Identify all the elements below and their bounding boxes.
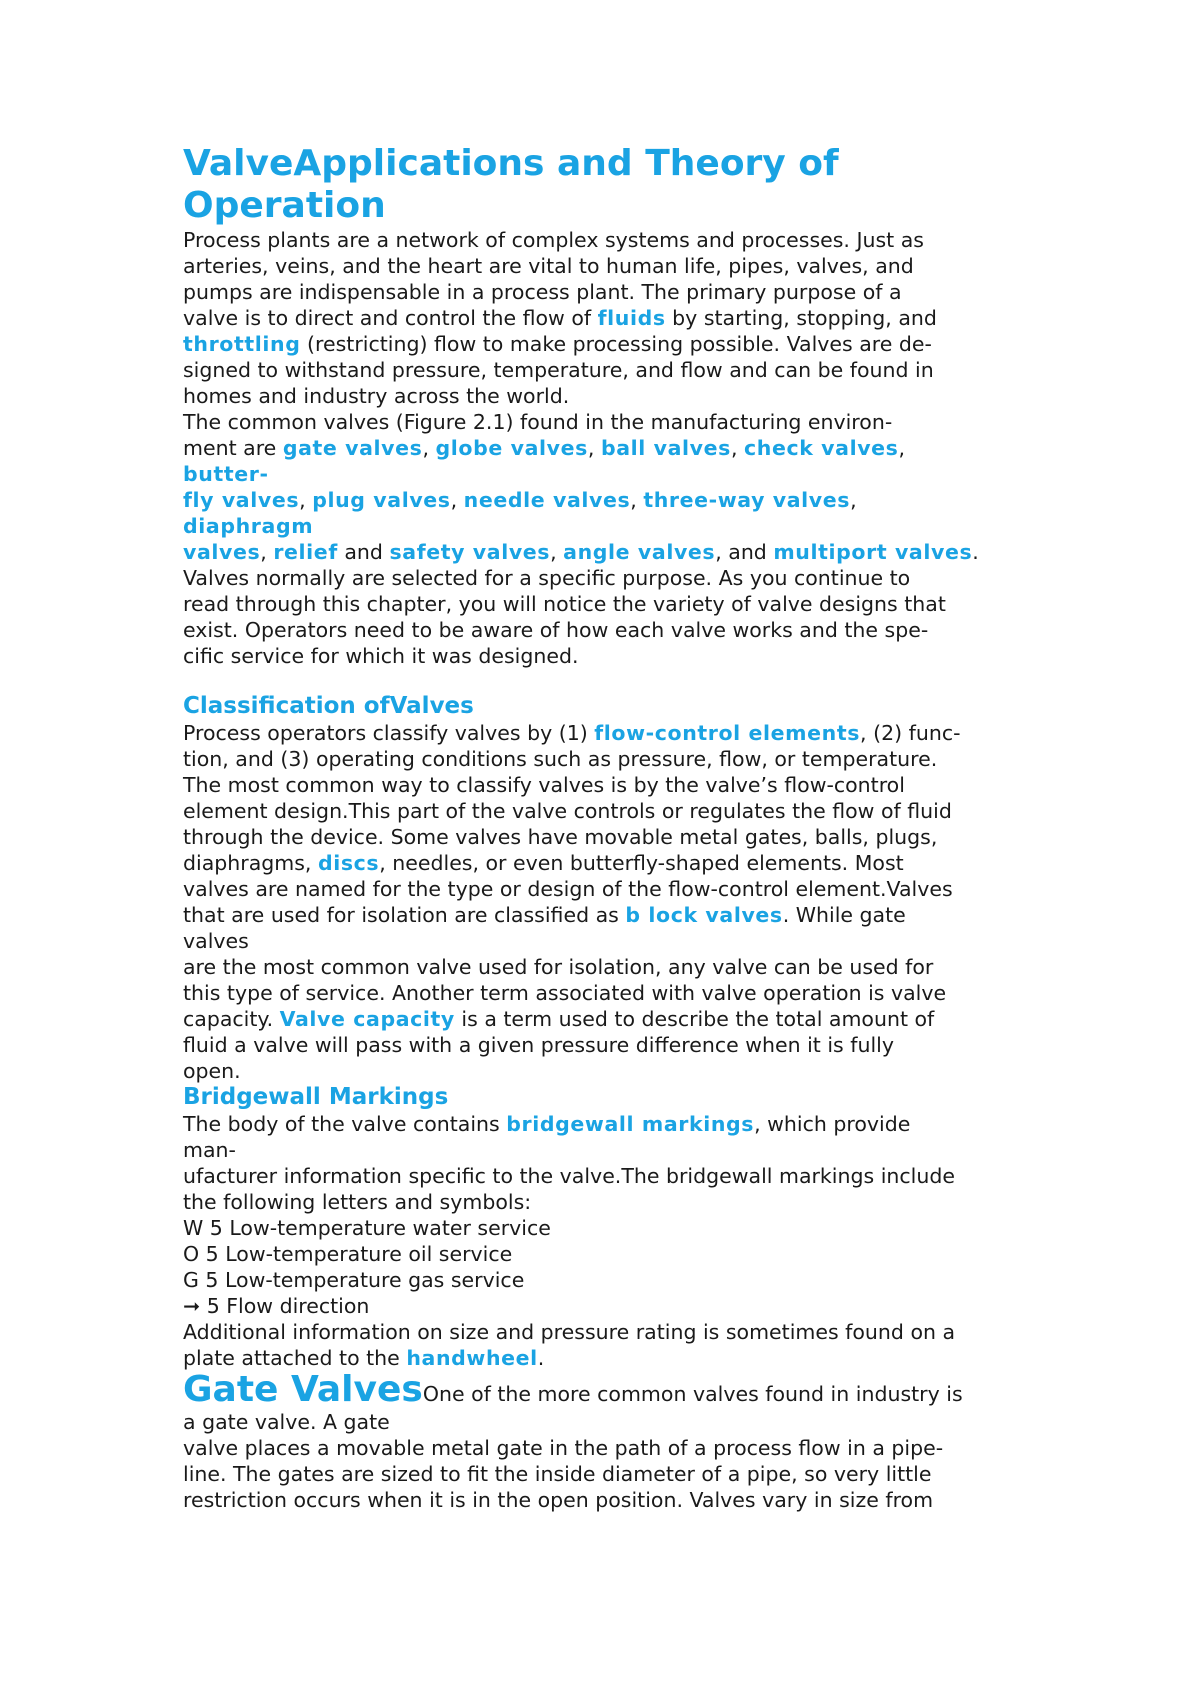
text-line: [183, 435, 1043, 461]
text-span: ,: [850, 488, 857, 512]
text-line: signed to withstand pressure, temperature, and flow and can be found in: [183, 358, 934, 382]
text-span: plate attached to the: [183, 1346, 407, 1370]
bridgewall-paragraph: [183, 1111, 1043, 1371]
text-line: The most common way to classify valves is by the valve’s flow-control: [183, 773, 905, 797]
text-line: Process plants are a network of complex systems and processes. Just as: [183, 228, 924, 252]
text-span: by starting, stopping, and: [665, 306, 937, 330]
text-line: arteries, veins, and the heart are vital to human life, pipes, valves, and: [183, 254, 914, 278]
keyword-link-three-way-valves[interactable]: three-way valves: [643, 488, 851, 512]
text-line: [183, 487, 1043, 513]
keyword-link-fluids[interactable]: fluids: [597, 306, 666, 330]
text-line: ufacturer information specific to the valve.The bridgewall markings include: [183, 1164, 955, 1188]
text-line: the following letters and symbols:: [183, 1190, 532, 1214]
section-heading-bridgewall: Bridgewall Markings: [183, 1084, 449, 1110]
intro-paragraph: [183, 227, 1043, 669]
keyword-link-diaphragm-part1[interactable]: diaphragm: [183, 514, 314, 538]
text-line: man-: [183, 1138, 236, 1162]
keyword-link-globe-valves[interactable]: globe valves: [435, 436, 588, 460]
text-span: . While gate: [782, 903, 906, 927]
keyword-link-angle-valves[interactable]: angle valves: [563, 540, 716, 564]
text-line: [183, 305, 1043, 331]
keyword-link-butterfly-part2[interactable]: fly valves: [183, 488, 300, 512]
spacer: [183, 669, 1043, 693]
text-line: [183, 539, 1043, 565]
title-line-2: Operation: [183, 185, 386, 226]
text-line: exist. Operators need to be aware of how each valve works and the spe-: [183, 618, 929, 642]
title-line-1: ValveApplications and Theory of: [183, 143, 839, 184]
text-span: ,: [422, 436, 436, 460]
text-line: [183, 1006, 1043, 1032]
text-line: this type of service. Another term associated with valve operation is valve: [183, 981, 947, 1005]
document-page: [183, 143, 1043, 1513]
keyword-link-safety-valves[interactable]: safety valves: [389, 540, 551, 564]
keyword-link-relief[interactable]: relief: [273, 540, 338, 564]
keyword-link-discs[interactable]: discs: [317, 851, 380, 875]
section-heading-gate-valves: Gate Valves: [183, 1369, 423, 1410]
text-span: ment are: [183, 436, 283, 460]
keyword-link-valve-capacity[interactable]: Valve capacity: [279, 1007, 455, 1031]
keyword-link-plug-valves[interactable]: plug valves: [312, 488, 451, 512]
keyword-link-ball-valves[interactable]: ball valves: [600, 436, 731, 460]
text-line: [183, 720, 1043, 746]
text-span: One of the more common valves found in industry is: [422, 1382, 963, 1406]
text-line: [183, 902, 1043, 928]
text-span: capacity.: [183, 1007, 280, 1031]
text-span: The body of the valve contains: [183, 1112, 507, 1136]
text-span: (restricting) flow to make processing possible. Valves are de-: [300, 332, 932, 356]
text-span: Process operators classify valves by (1): [183, 721, 595, 745]
text-span: , and: [715, 540, 774, 564]
list-item: W 5 Low-temperature water service: [183, 1216, 551, 1240]
text-span: ,: [730, 436, 744, 460]
text-span: diaphragms,: [183, 851, 318, 875]
text-span: ,: [299, 488, 313, 512]
text-line: [183, 331, 1043, 357]
text-line: Additional information on size and pressure rating is sometimes found on a: [183, 1320, 956, 1344]
keyword-link-handwheel[interactable]: handwheel: [406, 1346, 538, 1370]
classification-paragraph: [183, 720, 1043, 1084]
text-span: ,: [550, 540, 564, 564]
text-line: element design.This part of the valve controls or regulates the flow of fluid: [183, 799, 952, 823]
text-span: .: [537, 1346, 545, 1370]
text-line: read through this chapter, you will notice the variety of valve designs that: [183, 592, 946, 616]
text-line: [183, 1345, 1043, 1371]
keyword-link-diaphragm-part2[interactable]: valves: [183, 540, 261, 564]
text-line: open.: [183, 1059, 241, 1083]
text-line: [183, 1111, 1043, 1137]
text-line: homes and industry across the world.: [183, 384, 570, 408]
keyword-link-multiport-valves[interactable]: multiport valves: [773, 540, 973, 564]
keyword-link-flow-control-elements[interactable]: flow-control elements: [594, 721, 861, 745]
gate-valves-section: [183, 1371, 1043, 1513]
keyword-link-throttling[interactable]: throttling: [183, 332, 301, 356]
text-line: tion, and (3) operating conditions such as pressure, flow, or temperature.: [183, 747, 938, 771]
text-line: restriction occurs when it is in the open position. Valves vary in size from: [183, 1488, 934, 1512]
keyword-link-block-valves[interactable]: b lock valves: [625, 903, 783, 927]
text-span: , (2) func-: [860, 721, 961, 745]
text-span: ,: [898, 436, 905, 460]
text-line: are the most common valve used for isolation, any valve can be used for: [183, 955, 934, 979]
text-line: through the device. Some valves have movable metal gates, balls, plugs,: [183, 825, 938, 849]
text-span: .: [972, 540, 979, 564]
text-span: ,: [260, 540, 274, 564]
text-span: valve is to direct and control the flow of: [183, 306, 598, 330]
text-span: , which provide: [754, 1112, 911, 1136]
text-line: valves are named for the type or design of the flow-control element.Valves: [183, 877, 953, 901]
text-line: Valves normally are selected for a specific purpose. As you continue to: [183, 566, 911, 590]
text-line: [183, 850, 1043, 876]
text-line: pumps are indispensable in a process plant. The primary purpose of a: [183, 280, 902, 304]
text-span: is a term used to describe the total amount of: [454, 1007, 935, 1031]
text-line: valves: [183, 929, 249, 953]
keyword-link-bridgewall-markings[interactable]: bridgewall markings: [506, 1112, 755, 1136]
text-line: The common valves (Figure 2.1) found in the manufacturing environ-: [183, 410, 893, 434]
keyword-link-check-valves[interactable]: check valves: [744, 436, 899, 460]
text-span: ,: [630, 488, 644, 512]
text-span: , needles, or even butterfly-shaped elements. Most: [379, 851, 904, 875]
text-line: valve places a movable metal gate in the path of a process flow in a pipe-: [183, 1436, 944, 1460]
text-line: line. The gates are sized to fit the inside diameter of a pipe, so very little: [183, 1462, 932, 1486]
text-line: [183, 1371, 1043, 1409]
text-span: and: [337, 540, 390, 564]
list-item: ➞ 5 Flow direction: [183, 1294, 370, 1318]
section-heading-classification: Classification ofValves: [183, 693, 474, 719]
text-line: a gate valve. A gate: [183, 1410, 390, 1434]
keyword-link-needle-valves[interactable]: needle valves: [463, 488, 631, 512]
list-item: O 5 Low-temperature oil service: [183, 1242, 513, 1266]
text-span: that are used for isolation are classified as: [183, 903, 626, 927]
keyword-link-gate-valves[interactable]: gate valves: [282, 436, 423, 460]
text-span: ,: [450, 488, 464, 512]
keyword-link-butterfly-part1[interactable]: butter-: [183, 462, 269, 486]
page-title: [183, 143, 1043, 227]
text-span: ,: [587, 436, 601, 460]
text-line: fluid a valve will pass with a given pressure difference when it is fully: [183, 1033, 894, 1057]
list-item: G 5 Low-temperature gas service: [183, 1268, 525, 1292]
text-line: cific service for which it was designed.: [183, 644, 579, 668]
